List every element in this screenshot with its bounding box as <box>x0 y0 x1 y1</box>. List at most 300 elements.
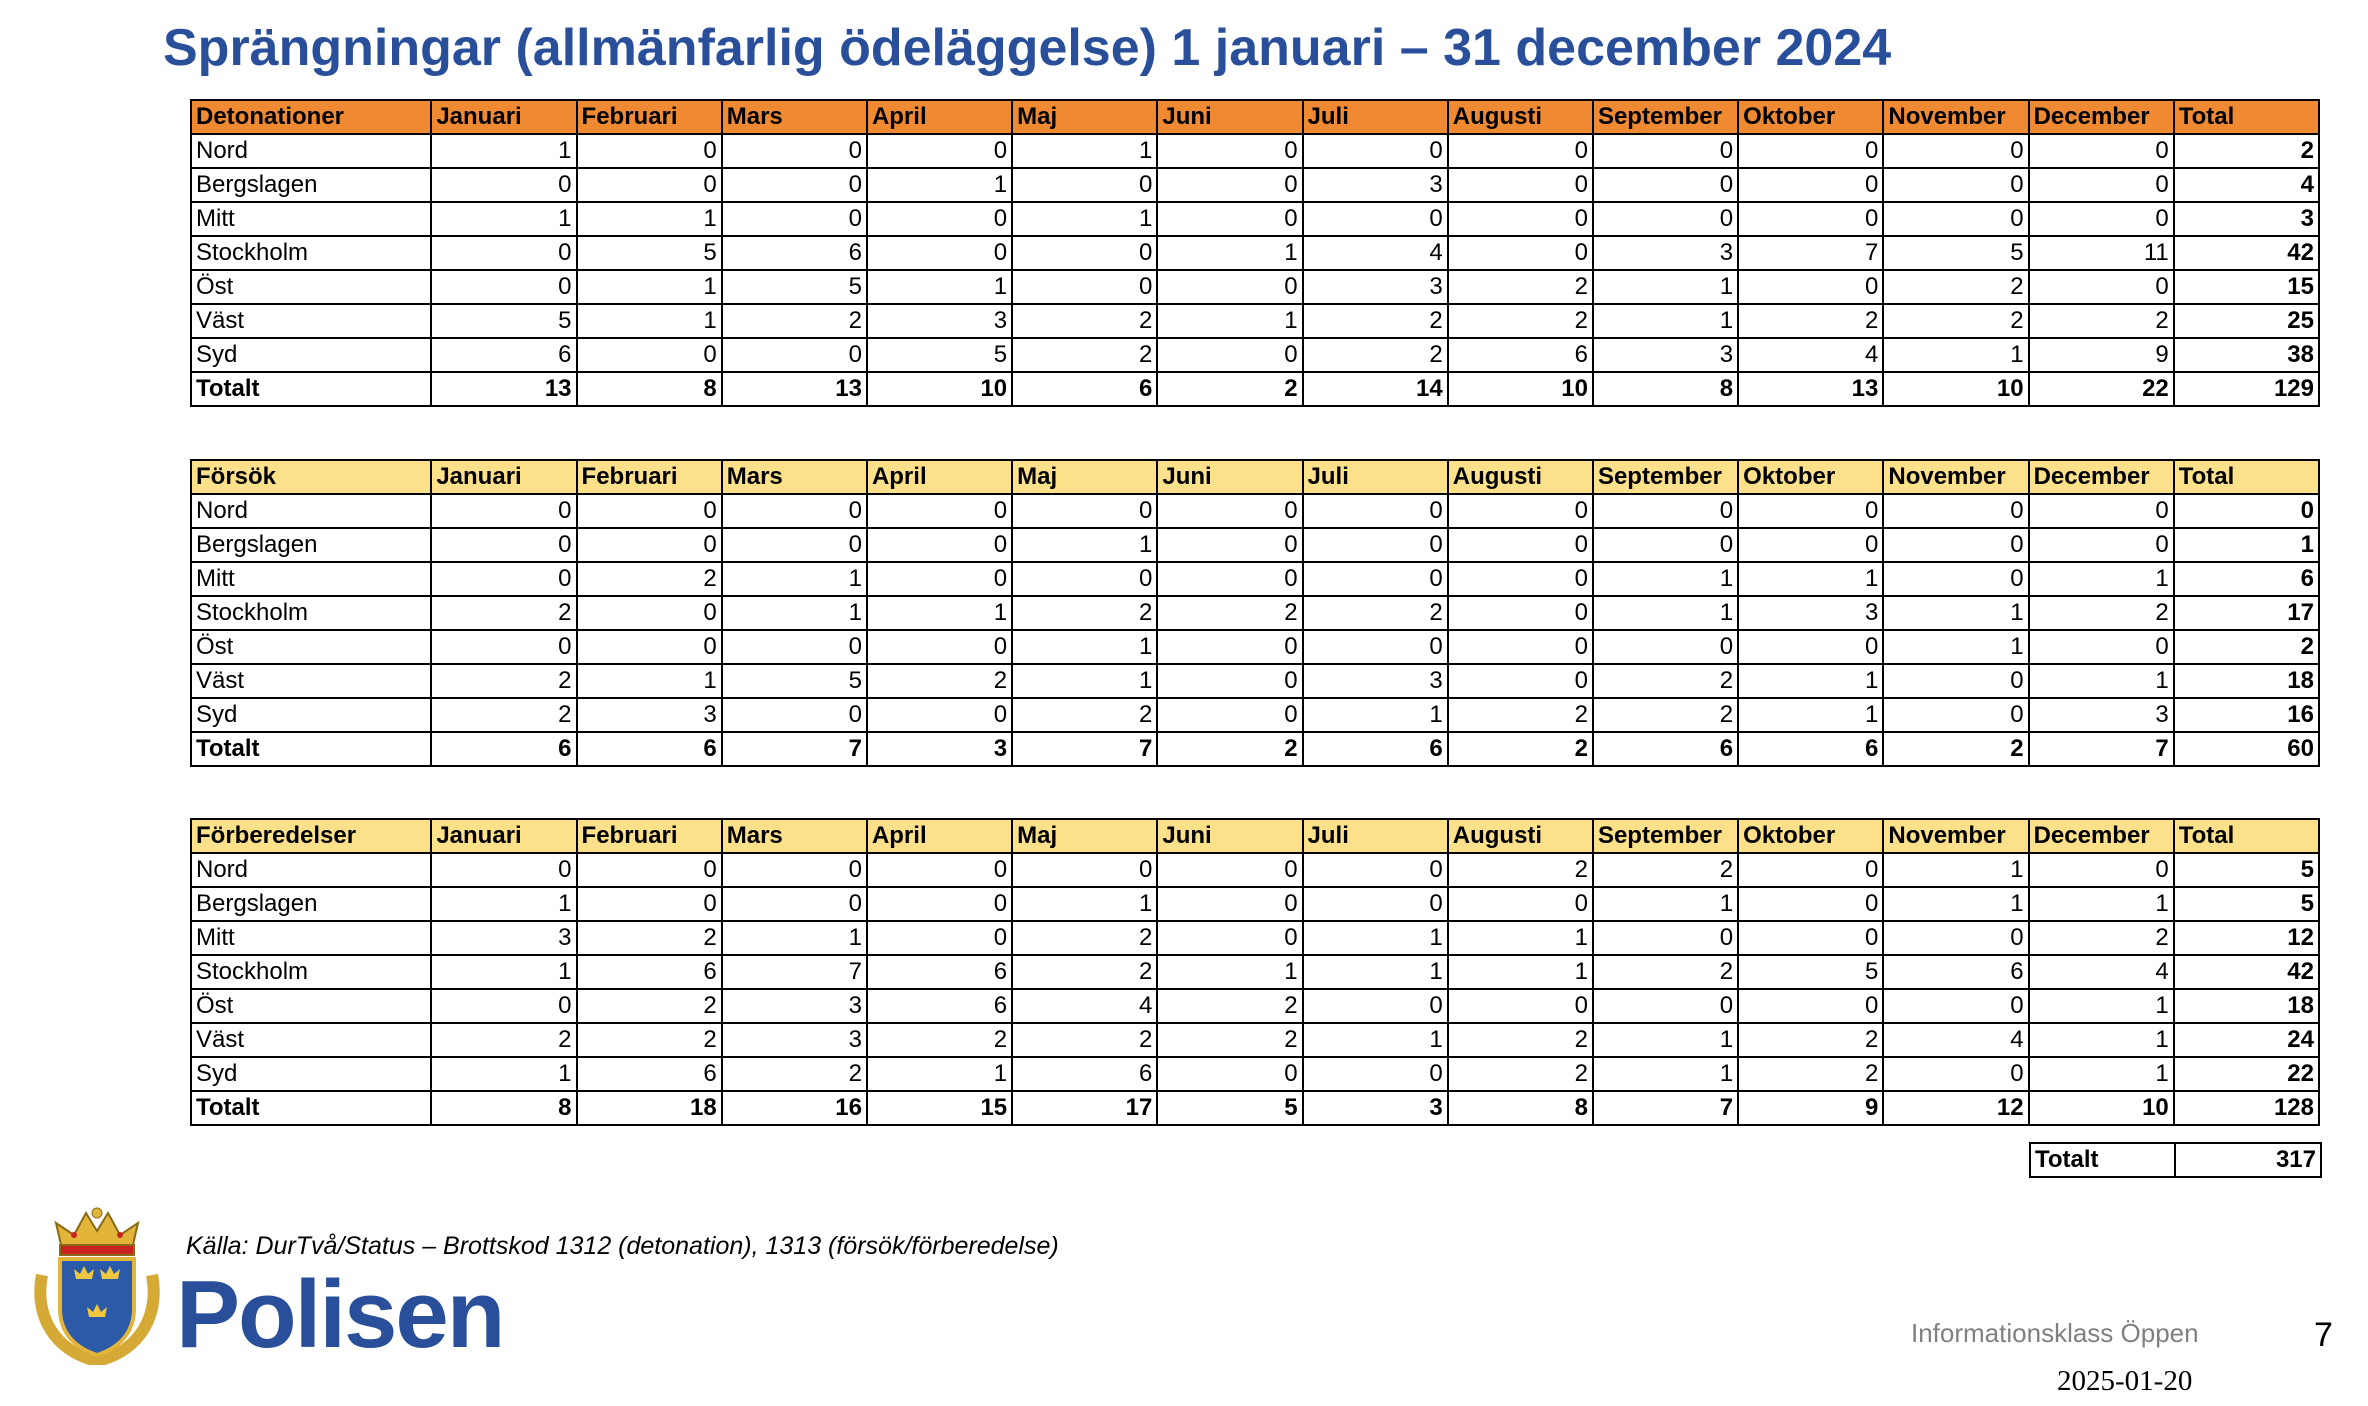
cell-value: 0 <box>1157 921 1302 955</box>
cell-value: 1 <box>431 1057 576 1091</box>
brand-logo-text: Polisen <box>176 1261 504 1368</box>
row-label: Syd <box>191 698 431 732</box>
cell-value: 6 <box>1012 372 1157 406</box>
cell-value: 3 <box>1303 664 1448 698</box>
cell-value: 1 <box>722 596 867 630</box>
cell-value: 14 <box>1303 372 1448 406</box>
cell-value: 0 <box>867 887 1012 921</box>
cell-value: 0 <box>1593 921 1738 955</box>
cell-value: 2 <box>431 698 576 732</box>
cell-value: 0 <box>431 494 576 528</box>
cell-value: 0 <box>1303 1057 1448 1091</box>
row-label: Mitt <box>191 202 431 236</box>
cell-value: 0 <box>1448 664 1593 698</box>
cell-value: 0 <box>1883 202 2028 236</box>
cell-value: 0 <box>2029 270 2174 304</box>
table-row <box>191 134 2319 168</box>
table-row <box>191 528 2319 562</box>
cell-value: 1 <box>1593 270 1738 304</box>
cell-value: 0 <box>2029 168 2174 202</box>
row-label: Nord <box>191 494 431 528</box>
cell-value: 0 <box>1738 853 1883 887</box>
cell-value: 0 <box>431 989 576 1023</box>
month-header: April <box>867 460 1012 494</box>
cell-value: 2 <box>1883 304 2028 338</box>
cell-value: 2 <box>1593 955 1738 989</box>
cell-value: 1 <box>1303 1023 1448 1057</box>
grand-total-table <box>2029 1142 2322 1178</box>
grand-total-label: Totalt <box>2030 1143 2175 1177</box>
month-header: Februari <box>577 460 722 494</box>
row-label: Väst <box>191 664 431 698</box>
cell-value: 1 <box>1883 596 2028 630</box>
cell-value: 2 <box>1448 1057 1593 1091</box>
cell-value: 0 <box>1448 989 1593 1023</box>
cell-value: 0 <box>722 202 867 236</box>
cell-value: 0 <box>867 202 1012 236</box>
cell-value: 10 <box>1883 372 2028 406</box>
month-header: November <box>1883 819 2028 853</box>
cell-value: 1 <box>1738 698 1883 732</box>
month-header: Oktober <box>1738 460 1883 494</box>
cell-value: 6 <box>1883 955 2028 989</box>
cell-value: 7 <box>722 955 867 989</box>
month-header: Juli <box>1303 100 1448 134</box>
cell-value: 2 <box>577 989 722 1023</box>
row-label: Syd <box>191 1057 431 1091</box>
cell-value: 3 <box>577 698 722 732</box>
row-total: 5 <box>2174 887 2319 921</box>
cell-value: 0 <box>1448 202 1593 236</box>
cell-value: 0 <box>2029 853 2174 887</box>
cell-value: 2 <box>1448 732 1593 766</box>
cell-value: 7 <box>1012 732 1157 766</box>
cell-value: 6 <box>577 732 722 766</box>
cell-value: 0 <box>431 562 576 596</box>
cell-value: 2 <box>1593 853 1738 887</box>
month-header: Augusti <box>1448 100 1593 134</box>
cell-value: 2 <box>1448 1023 1593 1057</box>
cell-value: 7 <box>2029 732 2174 766</box>
cell-value: 0 <box>577 168 722 202</box>
cell-value: 2 <box>1303 338 1448 372</box>
cell-value: 1 <box>577 664 722 698</box>
table-row <box>191 853 2319 887</box>
cell-value: 2 <box>1012 1023 1157 1057</box>
cell-value: 0 <box>1303 887 1448 921</box>
cell-value: 17 <box>1012 1091 1157 1125</box>
cell-value: 2 <box>1448 698 1593 732</box>
cell-value: 2 <box>1012 338 1157 372</box>
cell-value: 7 <box>1738 236 1883 270</box>
row-label: Totalt <box>191 1091 431 1125</box>
cell-value: 1 <box>431 202 576 236</box>
cell-value: 0 <box>431 168 576 202</box>
cell-value: 1 <box>1738 562 1883 596</box>
table-header-row <box>191 460 2319 494</box>
month-header: September <box>1593 460 1738 494</box>
row-label: Väst <box>191 1023 431 1057</box>
cell-value: 4 <box>1883 1023 2028 1057</box>
total-header: Total <box>2174 819 2319 853</box>
row-total: 0 <box>2174 494 2319 528</box>
cell-value: 0 <box>1157 168 1302 202</box>
cell-value: 2 <box>1738 304 1883 338</box>
cell-value: 0 <box>1448 134 1593 168</box>
cell-value: 9 <box>1738 1091 1883 1125</box>
cell-value: 2 <box>1448 270 1593 304</box>
cell-value: 13 <box>722 372 867 406</box>
row-label: Öst <box>191 630 431 664</box>
cell-value: 1 <box>722 921 867 955</box>
cell-value: 3 <box>867 304 1012 338</box>
cell-value: 0 <box>1738 528 1883 562</box>
row-total: 38 <box>2174 338 2319 372</box>
cell-value: 0 <box>1157 270 1302 304</box>
document-date: 2025-01-20 <box>2057 1365 2193 1397</box>
cell-value: 0 <box>1883 168 2028 202</box>
cell-value: 6 <box>1593 732 1738 766</box>
cell-value: 3 <box>1303 1091 1448 1125</box>
cell-value: 1 <box>1303 921 1448 955</box>
table-row <box>191 270 2319 304</box>
cell-value: 16 <box>722 1091 867 1125</box>
cell-value: 1 <box>1303 955 1448 989</box>
cell-value: 0 <box>1012 168 1157 202</box>
month-header: Mars <box>722 460 867 494</box>
cell-value: 0 <box>2029 202 2174 236</box>
cell-value: 4 <box>1738 338 1883 372</box>
cell-value: 2 <box>577 921 722 955</box>
cell-value: 1 <box>2029 1057 2174 1091</box>
cell-value: 1 <box>431 887 576 921</box>
cell-value: 0 <box>1883 562 2028 596</box>
page-title: Sprängningar (allmänfarlig ödeläggelse) 1 januari – 31 december 2024 <box>163 19 1892 77</box>
cell-value: 0 <box>1012 853 1157 887</box>
cell-value: 1 <box>867 1057 1012 1091</box>
cell-value: 0 <box>1303 202 1448 236</box>
cell-value: 0 <box>431 853 576 887</box>
cell-value: 0 <box>1157 664 1302 698</box>
cell-value: 13 <box>1738 372 1883 406</box>
cell-value: 0 <box>1303 853 1448 887</box>
cell-value: 0 <box>431 270 576 304</box>
row-total: 15 <box>2174 270 2319 304</box>
page-number: 7 <box>2314 1316 2333 1354</box>
cell-value: 0 <box>1738 989 1883 1023</box>
table-row <box>191 955 2319 989</box>
month-header: September <box>1593 100 1738 134</box>
month-header: Mars <box>722 819 867 853</box>
month-header: Januari <box>431 819 576 853</box>
cell-value: 1 <box>1157 236 1302 270</box>
cell-value: 0 <box>1448 168 1593 202</box>
row-total: 18 <box>2174 664 2319 698</box>
cell-value: 2 <box>1593 698 1738 732</box>
month-header: Juni <box>1157 819 1302 853</box>
cell-value: 8 <box>1593 372 1738 406</box>
cell-value: 0 <box>722 528 867 562</box>
cell-value: 2 <box>2029 596 2174 630</box>
cell-value: 0 <box>1012 236 1157 270</box>
cell-value: 6 <box>1448 338 1593 372</box>
cell-value: 1 <box>2029 562 2174 596</box>
cell-value: 6 <box>1012 1057 1157 1091</box>
table-header-row <box>191 100 2319 134</box>
cell-value: 3 <box>1593 338 1738 372</box>
cell-value: 2 <box>577 1023 722 1057</box>
row-total: 129 <box>2174 372 2319 406</box>
cell-value: 1 <box>1883 630 2028 664</box>
cell-value: 4 <box>1303 236 1448 270</box>
month-header: December <box>2029 460 2174 494</box>
row-total: 42 <box>2174 955 2319 989</box>
cell-value: 9 <box>2029 338 2174 372</box>
table-row <box>191 698 2319 732</box>
cell-value: 0 <box>1157 562 1302 596</box>
cell-value: 1 <box>1448 921 1593 955</box>
cell-value: 0 <box>867 494 1012 528</box>
cell-value: 0 <box>1448 528 1593 562</box>
cell-value: 2 <box>1157 989 1302 1023</box>
table-category-header: Försök <box>191 460 431 494</box>
cell-value: 0 <box>722 887 867 921</box>
table-row <box>191 494 2319 528</box>
table-forsok <box>190 459 2320 767</box>
cell-value: 1 <box>1738 664 1883 698</box>
cell-value: 2 <box>431 1023 576 1057</box>
row-total: 2 <box>2174 134 2319 168</box>
row-label: Öst <box>191 270 431 304</box>
row-label: Stockholm <box>191 955 431 989</box>
cell-value: 18 <box>577 1091 722 1125</box>
cell-value: 2 <box>431 664 576 698</box>
cell-value: 3 <box>431 921 576 955</box>
cell-value: 0 <box>1883 698 2028 732</box>
cell-value: 1 <box>1012 528 1157 562</box>
table-row <box>191 921 2319 955</box>
cell-value: 0 <box>1883 664 2028 698</box>
cell-value: 2 <box>1157 596 1302 630</box>
row-label: Väst <box>191 304 431 338</box>
month-header: Maj <box>1012 460 1157 494</box>
table-row <box>191 630 2319 664</box>
row-total: 4 <box>2174 168 2319 202</box>
table-row <box>191 236 2319 270</box>
row-total: 42 <box>2174 236 2319 270</box>
cell-value: 0 <box>1883 528 2028 562</box>
cell-value: 8 <box>1448 1091 1593 1125</box>
cell-value: 5 <box>722 270 867 304</box>
cell-value: 7 <box>1593 1091 1738 1125</box>
cell-value: 0 <box>577 887 722 921</box>
cell-value: 0 <box>1303 562 1448 596</box>
cell-value: 3 <box>1303 270 1448 304</box>
cell-value: 0 <box>1738 270 1883 304</box>
cell-value: 0 <box>1012 270 1157 304</box>
cell-value: 8 <box>577 372 722 406</box>
cell-value: 0 <box>1593 134 1738 168</box>
cell-value: 0 <box>577 528 722 562</box>
cell-value: 0 <box>1303 494 1448 528</box>
cell-value: 2 <box>867 664 1012 698</box>
cell-value: 10 <box>1448 372 1593 406</box>
cell-value: 2 <box>577 562 722 596</box>
row-label: Mitt <box>191 562 431 596</box>
cell-value: 1 <box>1593 1023 1738 1057</box>
cell-value: 3 <box>722 989 867 1023</box>
month-header: Augusti <box>1448 819 1593 853</box>
table-row <box>191 338 2319 372</box>
row-label: Stockholm <box>191 236 431 270</box>
cell-value: 0 <box>2029 134 2174 168</box>
cell-value: 15 <box>867 1091 1012 1125</box>
cell-value: 1 <box>1593 887 1738 921</box>
classification-label: Informationsklass Öppen <box>1911 1318 2199 1348</box>
cell-value: 0 <box>1738 921 1883 955</box>
cell-value: 3 <box>722 1023 867 1057</box>
cell-value: 6 <box>722 236 867 270</box>
cell-value: 5 <box>431 304 576 338</box>
table-row <box>191 887 2319 921</box>
cell-value: 1 <box>577 202 722 236</box>
cell-value: 0 <box>867 698 1012 732</box>
cell-value: 0 <box>722 134 867 168</box>
row-total: 1 <box>2174 528 2319 562</box>
month-header: Februari <box>577 100 722 134</box>
cell-value: 1 <box>577 304 722 338</box>
cell-value: 0 <box>1012 562 1157 596</box>
cell-value: 0 <box>431 236 576 270</box>
cell-value: 10 <box>867 372 1012 406</box>
cell-value: 0 <box>2029 528 2174 562</box>
cell-value: 2 <box>1012 921 1157 955</box>
month-header: Oktober <box>1738 819 1883 853</box>
cell-value: 0 <box>1157 887 1302 921</box>
table-row <box>191 664 2319 698</box>
cell-value: 3 <box>867 732 1012 766</box>
cell-value: 0 <box>1448 494 1593 528</box>
cell-value: 1 <box>1012 887 1157 921</box>
cell-value: 3 <box>1593 236 1738 270</box>
cell-value: 5 <box>577 236 722 270</box>
cell-value: 6 <box>577 1057 722 1091</box>
table-forberedelser <box>190 818 2320 1126</box>
cell-value: 2 <box>1303 304 1448 338</box>
month-header: Maj <box>1012 819 1157 853</box>
cell-value: 1 <box>1012 630 1157 664</box>
cell-value: 1 <box>1593 1057 1738 1091</box>
cell-value: 11 <box>2029 236 2174 270</box>
cell-value: 6 <box>431 338 576 372</box>
cell-value: 5 <box>1738 955 1883 989</box>
cell-value: 0 <box>722 853 867 887</box>
table-category-header: Detonationer <box>191 100 431 134</box>
cell-value: 2 <box>1012 698 1157 732</box>
row-label: Bergslagen <box>191 887 431 921</box>
cell-value: 2 <box>1157 1023 1302 1057</box>
cell-value: 1 <box>2029 1023 2174 1057</box>
month-header: Oktober <box>1738 100 1883 134</box>
cell-value: 0 <box>1157 698 1302 732</box>
cell-value: 0 <box>722 338 867 372</box>
cell-value: 6 <box>1303 732 1448 766</box>
row-label: Mitt <box>191 921 431 955</box>
cell-value: 0 <box>1157 1057 1302 1091</box>
row-label: Totalt <box>191 372 431 406</box>
row-total: 5 <box>2174 853 2319 887</box>
cell-value: 0 <box>2029 494 2174 528</box>
cell-value: 1 <box>1883 887 2028 921</box>
cell-value: 2 <box>1157 732 1302 766</box>
cell-value: 0 <box>1448 596 1593 630</box>
cell-value: 5 <box>722 664 867 698</box>
table-category-header: Förberedelser <box>191 819 431 853</box>
cell-value: 0 <box>722 630 867 664</box>
row-total: 6 <box>2174 562 2319 596</box>
cell-value: 5 <box>1157 1091 1302 1125</box>
cell-value: 0 <box>1157 134 1302 168</box>
month-header: Februari <box>577 819 722 853</box>
cell-value: 0 <box>1303 989 1448 1023</box>
cell-value: 1 <box>867 270 1012 304</box>
cell-value: 2 <box>722 304 867 338</box>
month-header: Januari <box>431 100 576 134</box>
cell-value: 1 <box>1012 134 1157 168</box>
cell-value: 0 <box>577 134 722 168</box>
row-label: Stockholm <box>191 596 431 630</box>
month-header: November <box>1883 100 2028 134</box>
cell-value: 3 <box>2029 698 2174 732</box>
cell-value: 0 <box>1593 168 1738 202</box>
row-label: Bergslagen <box>191 168 431 202</box>
cell-value: 2 <box>2029 921 2174 955</box>
cell-value: 2 <box>1448 304 1593 338</box>
cell-value: 6 <box>867 989 1012 1023</box>
row-label: Syd <box>191 338 431 372</box>
row-total: 22 <box>2174 1057 2319 1091</box>
cell-value: 6 <box>431 732 576 766</box>
month-header: April <box>867 100 1012 134</box>
cell-value: 0 <box>1738 168 1883 202</box>
cell-value: 0 <box>1738 202 1883 236</box>
cell-value: 0 <box>1738 887 1883 921</box>
cell-value: 0 <box>867 921 1012 955</box>
cell-value: 0 <box>1012 494 1157 528</box>
cell-value: 8 <box>431 1091 576 1125</box>
cell-value: 2 <box>1593 664 1738 698</box>
cell-value: 2 <box>1738 1023 1883 1057</box>
cell-value: 0 <box>722 494 867 528</box>
cell-value: 0 <box>867 528 1012 562</box>
table-row <box>191 1057 2319 1091</box>
cell-value: 0 <box>1448 630 1593 664</box>
row-total: 2 <box>2174 630 2319 664</box>
cell-value: 1 <box>1593 304 1738 338</box>
cell-value: 0 <box>867 562 1012 596</box>
cell-value: 0 <box>1593 528 1738 562</box>
row-total: 25 <box>2174 304 2319 338</box>
cell-value: 0 <box>577 853 722 887</box>
row-label: Bergslagen <box>191 528 431 562</box>
cell-value: 2 <box>1012 304 1157 338</box>
cell-value: 0 <box>1157 853 1302 887</box>
month-header: September <box>1593 819 1738 853</box>
cell-value: 0 <box>577 596 722 630</box>
month-header: April <box>867 819 1012 853</box>
month-header: Mars <box>722 100 867 134</box>
row-label: Öst <box>191 989 431 1023</box>
